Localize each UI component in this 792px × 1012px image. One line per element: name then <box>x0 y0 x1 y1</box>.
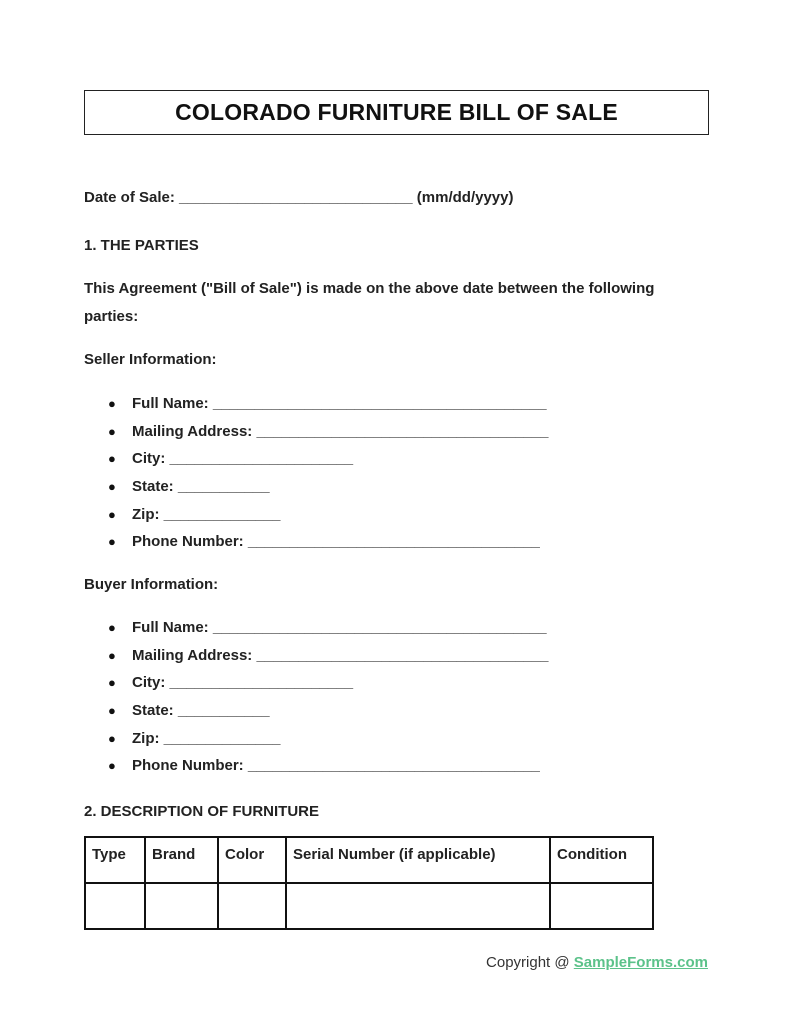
list-item <box>108 642 548 670</box>
list-item <box>108 669 548 697</box>
title-box <box>84 90 709 135</box>
list-item <box>108 445 548 473</box>
buyer-info-heading: Buyer Information: <box>84 576 219 593</box>
list-item <box>108 752 548 780</box>
bullet-icon: ● <box>108 423 116 439</box>
bullet-icon: ● <box>108 451 116 467</box>
table-cell-condition[interactable] <box>550 883 653 929</box>
seller-fields-list <box>108 390 548 556</box>
bullet-icon: ● <box>108 703 116 719</box>
copyright-footer <box>486 954 708 971</box>
bullet-icon: ● <box>108 534 116 550</box>
bullet-icon: ● <box>108 620 116 636</box>
col-header-type: Type <box>85 837 145 883</box>
col-header-serial-number: Serial Number (if applicable) <box>286 837 550 883</box>
document-title: COLORADO FURNITURE BILL OF SALE <box>175 99 618 125</box>
col-header-condition: Condition <box>550 837 653 883</box>
list-item <box>108 500 548 528</box>
furniture-table <box>84 836 654 930</box>
table-row <box>85 883 653 929</box>
seller-info-heading: Seller Information: <box>84 351 217 368</box>
col-header-brand: Brand <box>145 837 218 883</box>
seller-phone-field: Phone Number: ___________________________________ <box>132 533 540 551</box>
bullet-icon: ● <box>108 758 116 774</box>
bullet-icon: ● <box>108 479 116 495</box>
seller-city-field: City: ______________________ <box>132 450 354 468</box>
seller-full-name-field: Full Name: ________________________________________ <box>132 395 547 413</box>
bullet-icon: ● <box>108 647 116 663</box>
buyer-zip-field: Zip: ______________ <box>132 729 281 747</box>
list-item <box>108 697 548 725</box>
list-item <box>108 390 548 418</box>
buyer-state-field: State: ___________ <box>132 702 270 720</box>
seller-zip-field: Zip: ______________ <box>132 505 281 523</box>
table-cell-serial-number[interactable] <box>286 883 550 929</box>
intro-paragraph: This Agreement ("Bill of Sale") is made on the above date between the following parties: <box>84 280 655 325</box>
buyer-full-name-field: Full Name: ________________________________________ <box>132 619 547 637</box>
buyer-mailing-address-field: Mailing Address: ___________________________________ <box>132 646 549 664</box>
list-item <box>108 724 548 752</box>
section-heading-parties: 1. THE PARTIES <box>84 237 199 254</box>
bullet-icon: ● <box>108 675 116 691</box>
table-cell-type[interactable] <box>85 883 145 929</box>
buyer-fields-list <box>108 614 548 780</box>
bullet-icon: ● <box>108 506 116 522</box>
date-of-sale-line: Date of Sale: ____________________________ (mm/dd/yyyy) <box>84 189 514 206</box>
list-item <box>108 528 548 556</box>
col-header-color: Color <box>218 837 286 883</box>
buyer-phone-field: Phone Number: ___________________________________ <box>132 757 540 775</box>
bullet-icon: ● <box>108 730 116 746</box>
table-cell-brand[interactable] <box>145 883 218 929</box>
list-item <box>108 473 548 501</box>
seller-mailing-address-field: Mailing Address: ___________________________________ <box>132 422 549 440</box>
brand-link[interactable]: SampleForms.com <box>573 954 708 971</box>
table-cell-color[interactable] <box>218 883 286 929</box>
section-heading-furniture: 2. DESCRIPTION OF FURNITURE <box>84 803 320 820</box>
seller-state-field: State: ___________ <box>132 478 270 496</box>
list-item <box>108 418 548 446</box>
table-header-row <box>85 837 653 883</box>
list-item <box>108 614 548 642</box>
bullet-icon: ● <box>108 396 116 412</box>
copyright-prefix: Copyright @ <box>486 954 574 971</box>
buyer-city-field: City: ______________________ <box>132 674 354 692</box>
